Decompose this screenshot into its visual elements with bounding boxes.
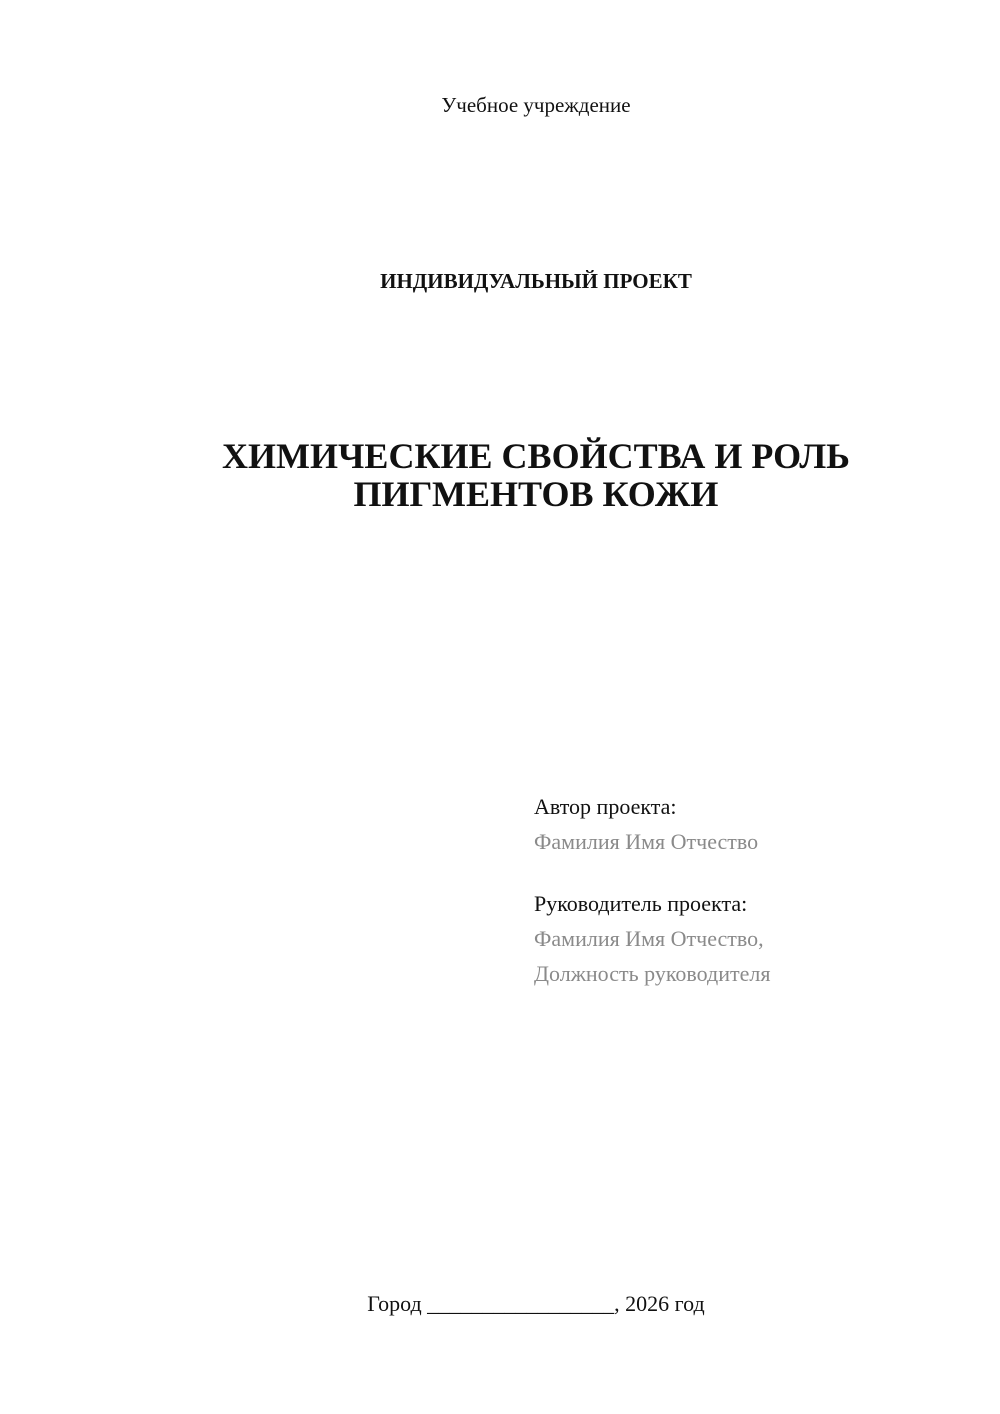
city-year-footer: Город _________________, 2026 год — [367, 1291, 705, 1316]
supervisor-position: Должность руководителя — [534, 961, 771, 986]
project-title-line-1: ХИМИЧЕСКИЕ СВОЙСТВА И РОЛЬ — [222, 436, 850, 476]
author-label: Автор проекта: — [534, 794, 677, 819]
project-title — [0, 437, 1000, 513]
institution-name: Учебное учреждение — [441, 93, 631, 117]
supervisor-name: Фамилия Имя Отчество, — [534, 926, 764, 951]
supervisor-label: Руководитель проекта: — [534, 891, 748, 916]
project-info-block — [534, 789, 974, 991]
info-spacer — [534, 859, 974, 886]
project-title-line-2: ПИГМЕНТОВ КОЖИ — [353, 474, 719, 514]
project-type-heading: ИНДИВИДУАЛЬНЫЙ ПРОЕКТ — [380, 269, 692, 293]
author-name: Фамилия Имя Отчество — [534, 829, 759, 854]
